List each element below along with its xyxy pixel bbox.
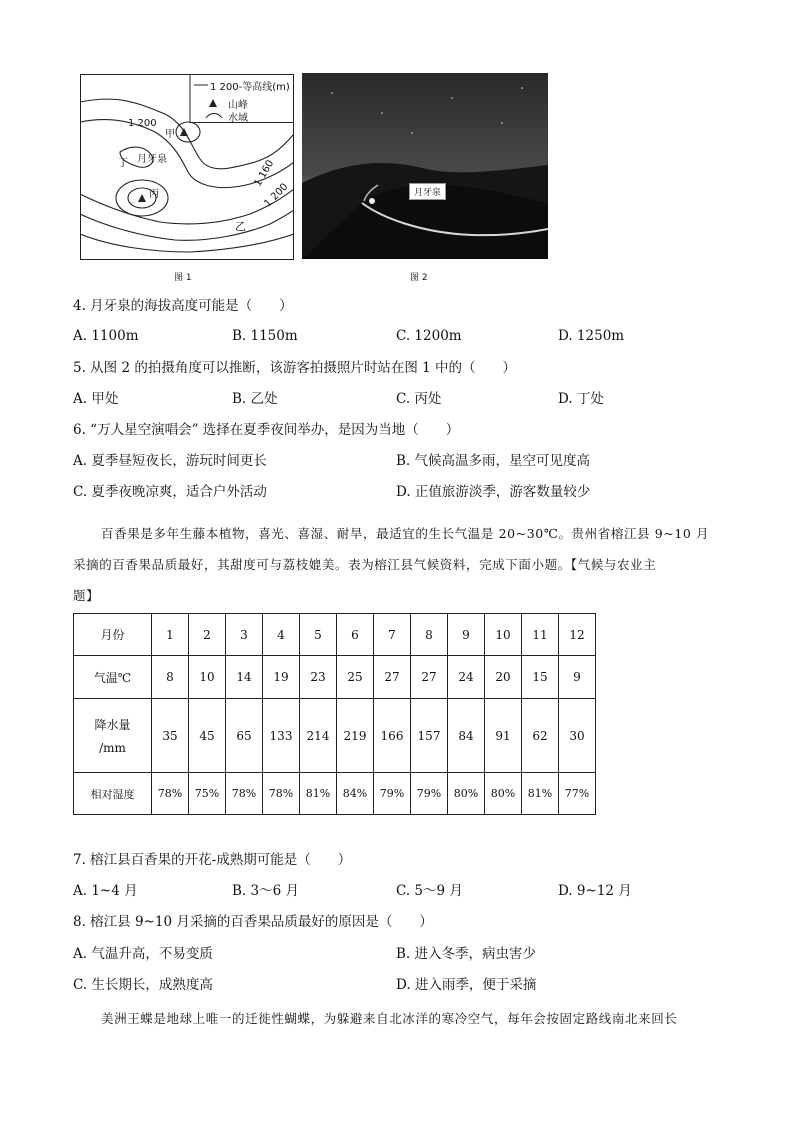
month-cell: 2 (189, 614, 226, 656)
photo-label-yueyaquan: 月牙泉 (409, 183, 446, 200)
table-row-precipitation (74, 699, 596, 773)
temp-cell: 10 (189, 656, 226, 699)
month-cell: 1 (152, 614, 189, 656)
passage-line-2: 采摘的百香果品质最好，其甜度可与荔枝媲美。表为榕江县气候资料，完成下面小题。【气候与农业主 (73, 557, 657, 572)
month-cell: 4 (263, 614, 300, 656)
temp-cell: 27 (374, 656, 411, 699)
bottom-passage-line: 美洲王蝶是地球上唯一的迁徙性蝴蝶，为躲避来自北冰洋的寒冷空气，每年会按固定路线南北来回长 (101, 1011, 678, 1026)
table-header-month: 月份 (74, 614, 152, 656)
table-row-temperature (74, 656, 596, 699)
passage-line-3: 题】 (73, 588, 100, 603)
precip-cell: 65 (226, 699, 263, 773)
question-4-stem: 4. 月牙泉的海拔高度可能是（ ） (73, 298, 293, 314)
humidity-cell: 78% (263, 773, 300, 815)
month-cell: 9 (448, 614, 485, 656)
climate-table (73, 613, 596, 815)
humidity-cell: 78% (226, 773, 263, 815)
q6-option-c: C. 夏季夜晚凉爽，适合户外活动 (73, 484, 267, 500)
humidity-cell: 81% (300, 773, 337, 815)
temp-cell: 27 (411, 656, 448, 699)
q4-option-d: D. 1250m (558, 328, 625, 344)
table-row-humidity (74, 773, 596, 815)
label-bing: 丙 (149, 189, 159, 200)
passage-line-1: 百香果是多年生藤本植物，喜光、喜湿、耐旱，最适宜的生长气温是 20~30℃。贵州省榕江县 9~10 月 (101, 526, 710, 541)
q6-option-d: D. 正值旅游淡季，游客数量较少 (396, 484, 591, 500)
humidity-cell: 79% (374, 773, 411, 815)
q6-option-b: B. 气候高温多雨，星空可见度高 (396, 453, 591, 469)
q8-option-a: A. 气温升高，不易变质 (73, 946, 213, 962)
precip-cell: 45 (189, 699, 226, 773)
contour-label-1200: 1 200 (128, 118, 157, 129)
q4-option-a: A. 1100m (73, 328, 139, 344)
month-cell: 3 (226, 614, 263, 656)
temp-cell: 9 (559, 656, 596, 699)
month-cell: 8 (411, 614, 448, 656)
humidity-cell: 81% (522, 773, 559, 815)
precip-cell: 35 (152, 699, 189, 773)
humidity-cell: 78% (152, 773, 189, 815)
temp-cell: 25 (337, 656, 374, 699)
legend-peak: 山峰 (228, 100, 248, 111)
precip-cell: 166 (374, 699, 411, 773)
question-8-stem: 8. 榕江县 9~10 月采摘的百香果品质最好的原因是（ ） (73, 914, 433, 930)
humidity-cell: 80% (485, 773, 522, 815)
q7-option-a: A. 1~4 月 (73, 883, 138, 899)
precip-cell: 84 (448, 699, 485, 773)
humidity-cell: 84% (337, 773, 374, 815)
legend-water: 水域 (228, 113, 248, 124)
table-row-months (74, 614, 596, 656)
q5-option-b: B. 乙处 (232, 391, 278, 407)
temp-cell: 15 (522, 656, 559, 699)
q5-option-d: D. 丁处 (558, 391, 604, 407)
temp-cell: 8 (152, 656, 189, 699)
q4-option-c: C. 1200m (396, 328, 462, 344)
temp-cell: 19 (263, 656, 300, 699)
table-header-humidity: 相对湿度 (74, 773, 152, 815)
figure2-caption: 图 2 (410, 273, 428, 283)
q4-option-b: B. 1150m (232, 328, 298, 344)
humidity-cell: 80% (448, 773, 485, 815)
q6-option-a: A. 夏季昼短夜长，游玩时间更长 (73, 453, 267, 469)
month-cell: 7 (374, 614, 411, 656)
precip-cell: 30 (559, 699, 596, 773)
humidity-cell: 77% (559, 773, 596, 815)
label-yueyaquan: 月牙泉 (137, 154, 167, 165)
precip-cell: 214 (300, 699, 337, 773)
temp-cell: 23 (300, 656, 337, 699)
q5-option-a: A. 甲处 (73, 391, 119, 407)
month-cell: 12 (559, 614, 596, 656)
contour-label-1200-b: 1 200 (262, 181, 291, 210)
precip-label-line-2: /mm (99, 741, 126, 755)
precip-cell: 91 (485, 699, 522, 773)
temp-cell: 20 (485, 656, 522, 699)
precip-label-line-1: 降水量 (94, 718, 131, 732)
q7-option-d: D. 9~12 月 (558, 883, 632, 899)
legend-contour: 1 200-等高线(m) (210, 82, 290, 93)
temp-cell: 14 (226, 656, 263, 699)
question-6-stem: 6. “万人星空演唱会” 选择在夏季夜间举办，是因为当地（ ） (73, 422, 460, 438)
month-cell: 6 (337, 614, 374, 656)
question-7-stem: 7. 榕江县百香果的开花-成熟期可能是（ ） (73, 852, 352, 868)
table-header-temperature: 气温℃ (74, 656, 152, 699)
q7-option-c: C. 5～9 月 (396, 883, 463, 899)
q8-option-c: C. 生长期长，成熟度高 (73, 977, 213, 993)
q8-option-b: B. 进入冬季，病虫害少 (396, 946, 537, 962)
humidity-cell: 79% (411, 773, 448, 815)
humidity-cell: 75% (189, 773, 226, 815)
month-cell: 10 (485, 614, 522, 656)
figure1-caption: 图 1 (174, 273, 192, 283)
temp-cell: 24 (448, 656, 485, 699)
precip-cell: 62 (522, 699, 559, 773)
label-yi: 乙 (235, 220, 246, 233)
table-header-precipitation (74, 699, 152, 773)
label-jia: 甲 (165, 129, 175, 140)
precip-cell: 133 (263, 699, 300, 773)
month-cell: 11 (522, 614, 559, 656)
q8-option-d: D. 进入雨季，便于采摘 (396, 977, 537, 993)
night-photo (302, 73, 548, 259)
month-cell: 5 (300, 614, 337, 656)
contour-label-1160: 1 160 (252, 158, 277, 189)
precip-cell: 219 (337, 699, 374, 773)
label-ding: 丁 (118, 158, 128, 169)
q5-option-c: C. 丙处 (396, 391, 442, 407)
precip-cell: 157 (411, 699, 448, 773)
q7-option-b: B. 3～6 月 (232, 883, 299, 899)
question-5-stem: 5. 从图 2 的拍摄角度可以推断，该游客拍摄照片时站在图 1 中的（ ） (73, 360, 517, 376)
